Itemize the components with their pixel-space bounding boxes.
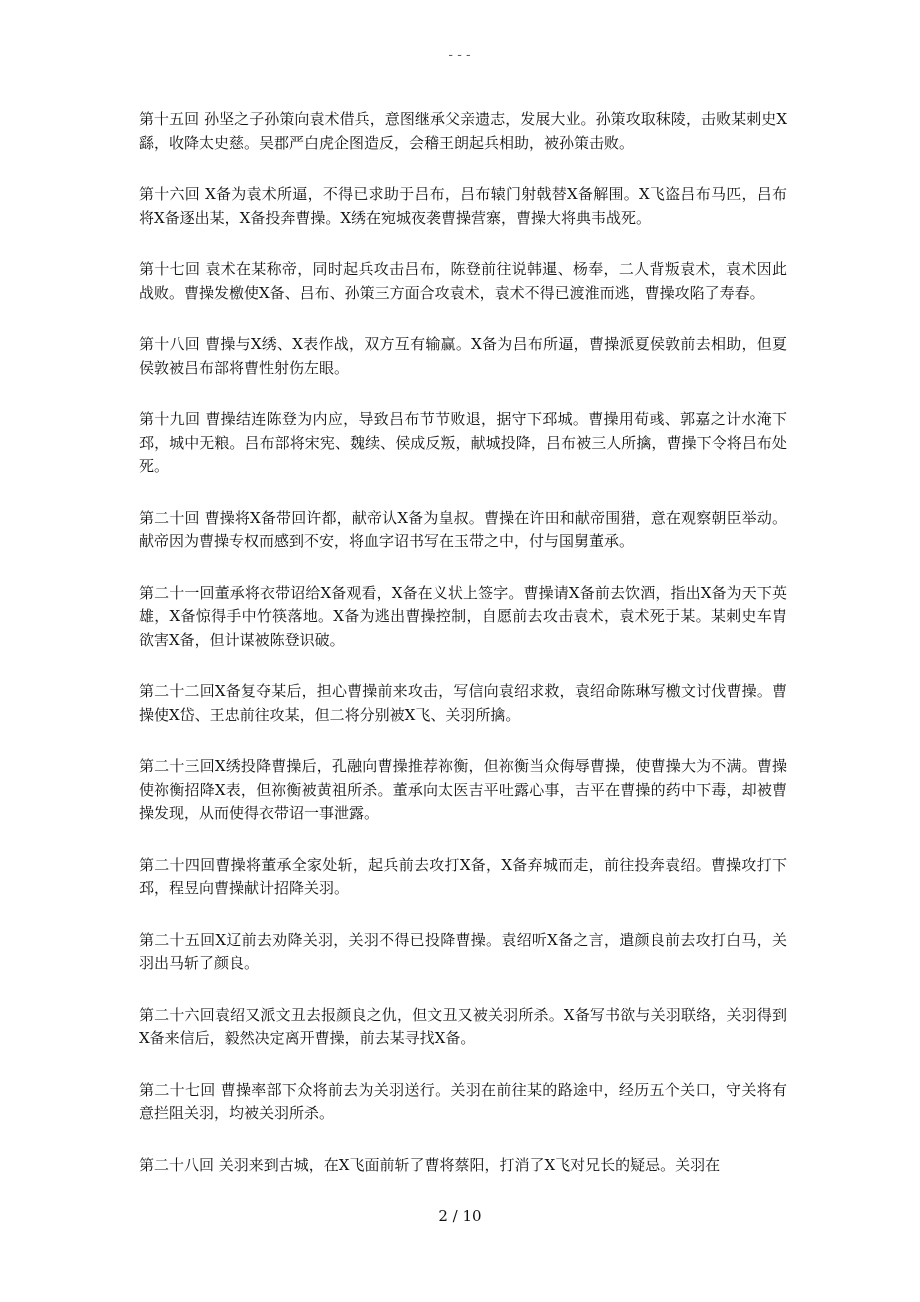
page-number: 2 / 10 — [438, 1207, 482, 1225]
paragraph-chapter-16: 第十六回 X备为袁术所逼，不得已求助于吕布，吕布辕门射戟替X备解围。X飞盗吕布马匹，吕布将X备逐出某，X备投奔曹操。X绣在宛城夜袭曹操营寨，曹操大将典韦战死。 — [139, 185, 787, 227]
paragraph-chapter-18: 第十八回 曹操与X绣、X表作战，双方互有输赢。X备为吕布所逼，曹操派夏侯敦前去相助，但夏侯敦被吕布部将曹性射伤左眼。 — [139, 335, 787, 377]
paragraph-chapter-15: 第十五回 孙坚之子孙策向袁术借兵，意图继承父亲遗志，发展大业。孙策攻取秣陵，击败某刺史X繇，收降太史慈。吴郡严白虎企图造反，会稽王朗起兵相助，被孙策击败。 — [139, 110, 787, 152]
paragraph-chapter-26: 第二十六回袁绍又派文丑去报颜良之仇，但文丑又被关羽所杀。X备写书欲与关羽联络，关羽得到X备来信后，毅然决定离开曹操，前去某寻找X备。 — [139, 1005, 787, 1047]
paragraph-chapter-25: 第二十五回X辽前去劝降关羽，关羽不得已投降曹操。袁绍听X备之言，遣颜良前去攻打白马，关羽出马斩了颜良。 — [139, 930, 787, 972]
paragraph-chapter-21: 第二十一回董承将衣带诏给X备观看，X备在义状上签字。曹操请X备前去饮酒，指出X备为天下英雄，X备惊得手中竹筷落地。X备为逃出曹操控制，自愿前去攻击袁术，袁术死于某。某刺史车胄欲害X备，但计谋被陈登识破。 — [139, 583, 787, 649]
paragraph-chapter-20: 第二十回 曹操将X备带回许都，献帝认X备为皇叔。曹操在许田和献帝围猎，意在观察朝臣举动。献帝因为曹操专权而感到不安，将血字诏书写在玉带之中，付与国舅董承。 — [139, 508, 787, 550]
paragraph-chapter-19: 第十九回 曹操结连陈登为内应，导致吕布节节败退，据守下邳城。曹操用荀彧、郭嘉之计水淹下邳，城中无粮。吕布部将宋宪、魏续、侯成反叛，献城投降，吕布被三人所擒，曹操下令将吕布处死。 — [139, 410, 787, 475]
paragraph-chapter-23: 第二十三回X绣投降曹操后，孔融向曹操推荐祢衡，但祢衡当众侮辱曹操，使曹操大为不满。曹操使祢衡招降X表，但祢衡被黄祖所杀。董承向太医吉平吐露心事，吉平在曹操的药中下毒，却被曹操发现，从而使得衣带诏一事泄露。 — [139, 757, 787, 822]
paragraph-chapter-22: 第二十二回X备复夺某后，担心曹操前来攻击，写信向袁绍求救，袁绍命陈琳写檄文讨伐曹操。曹操使X岱、王忠前往攻某，但二将分别被X飞、关羽所擒。 — [139, 682, 787, 724]
paragraph-chapter-27: 第二十七回 曹操率部下众将前去为关羽送行。关羽在前往某的路途中，经历五个关口，守关将有意拦阻关羽，均被关羽所杀。 — [139, 1080, 787, 1122]
paragraph-chapter-24: 第二十四回曹操将董承全家处斩，起兵前去攻打X备，X备弃城而走，前往投奔袁绍。曹操攻打下邳，程昱向曹操献计招降关羽。 — [139, 855, 787, 897]
paragraph-chapter-28: 第二十八回 关羽来到古城，在X飞面前斩了曹将蔡阳，打消了X飞对兄长的疑忌。关羽在 — [139, 1155, 721, 1174]
document-body — [139, 108, 787, 1205]
paragraph-chapter-17: 第十七回 袁术在某称帝，同时起兵攻击吕布，陈登前往说韩暹、杨奉，二人背叛袁术，袁术因此战败。曹操发檄使X备、吕布、孙策三方面合攻袁术，袁术不得已渡淮而逃，曹操攻陷了寿春。 — [139, 260, 787, 302]
page-header-mark: --- — [446, 48, 474, 63]
